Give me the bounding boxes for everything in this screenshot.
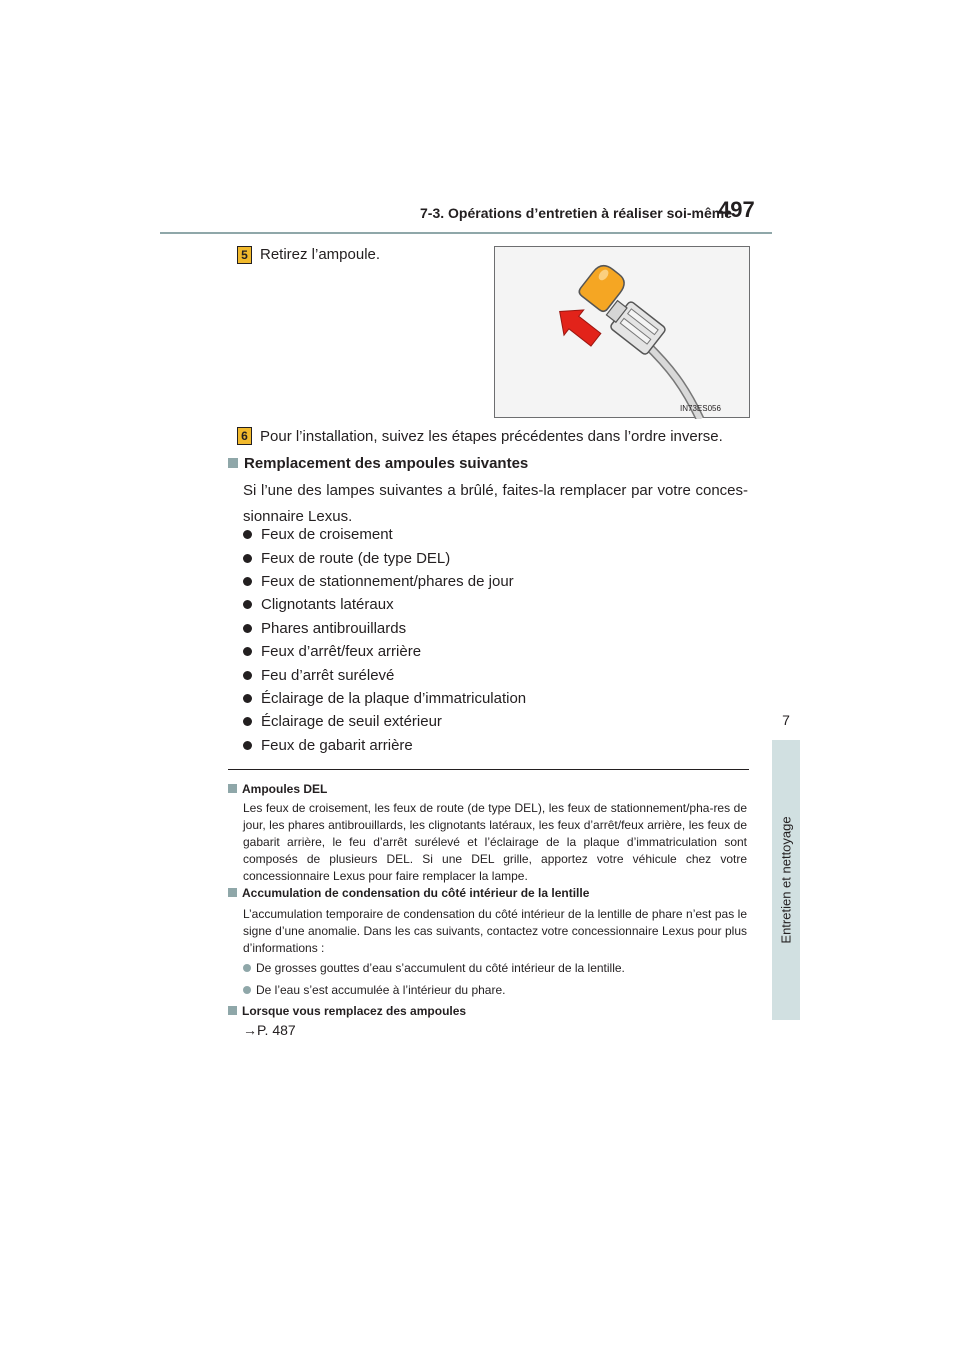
bullet-icon bbox=[243, 577, 252, 586]
list-item: Éclairage de la plaque d’immatriculation bbox=[243, 687, 526, 710]
note-condensation-body: L’accumulation temporaire de condensation du côté intérieur de la lentille de phare n’est pas le signe d’une anomalie. Dans les cas suivants, contactez votre concessionnaire Lexus pour plus d’informations : bbox=[243, 907, 747, 955]
section-marker-icon bbox=[228, 458, 238, 468]
chapter-number: 7 bbox=[782, 712, 790, 728]
step-6-text: Pour l’installation, suivez les étapes précédentes dans l’ordre inverse. bbox=[260, 428, 723, 445]
section-title bbox=[228, 455, 528, 472]
bullet-icon bbox=[243, 694, 252, 703]
list-item: Feux de stationnement/phares de jour bbox=[243, 570, 526, 593]
bullet-icon bbox=[243, 530, 252, 539]
note-marker-icon bbox=[228, 888, 237, 897]
note-marker-icon bbox=[228, 1006, 237, 1015]
list-item: Phares antibrouillards bbox=[243, 617, 526, 640]
section-body: Si l’une des lampes suivantes a brûlé, faites-la remplacer par votre conces-sionnaire Lexus. bbox=[243, 482, 748, 525]
bulb-list bbox=[243, 523, 526, 757]
note-led-body: Les feux de croisement, les feux de route (de type DEL), les feux de stationnement/pha-res de jour, les phares antibrouillards, les clignotants latéraux, les feux d’arrêt/feux arrière, les feux de gabarit arrière, le feu d’arrêt surélevé et l’éclairage de la plaque d’immatriculation sont composés de plusieurs DEL. Si une DEL grille, apportez votre véhicule chez votre concessionnaire Lexus pour faire remplacer la lampe. bbox=[243, 801, 747, 883]
note-bullet: De grosses gouttes d’eau s’accumulent du côté intérieur de la lentille. bbox=[243, 961, 625, 975]
figure-code: IN73ES056 bbox=[680, 404, 721, 413]
bullet-icon bbox=[243, 986, 251, 994]
bullet-icon bbox=[243, 624, 252, 633]
page-reference-link[interactable]: →P. 487 bbox=[243, 1022, 296, 1038]
list-item: Feux de croisement bbox=[243, 523, 526, 546]
note-marker-icon bbox=[228, 784, 237, 793]
bullet-icon bbox=[243, 741, 252, 750]
header-rule bbox=[160, 232, 772, 234]
bullet-icon bbox=[243, 647, 252, 656]
running-header-section: 7-3. Opérations d’entretien à réaliser soi-même bbox=[420, 205, 733, 221]
notes-rule bbox=[228, 769, 749, 770]
list-item: Éclairage de seuil extérieur bbox=[243, 710, 526, 733]
list-item: Feux d’arrêt/feux arrière bbox=[243, 640, 526, 663]
list-item: Feux de route (de type DEL) bbox=[243, 546, 526, 569]
note-replace-title: Lorsque vous remplacez des ampoules bbox=[228, 1004, 466, 1018]
step-5-badge: 5 bbox=[237, 246, 252, 264]
bulb-removal-illustration bbox=[494, 246, 750, 418]
list-item: Feux de gabarit arrière bbox=[243, 734, 526, 757]
bullet-icon bbox=[243, 964, 251, 972]
bullet-icon bbox=[243, 600, 252, 609]
list-item: Clignotants latéraux bbox=[243, 593, 526, 616]
chapter-label: Entretien et nettoyage bbox=[778, 816, 794, 944]
step-6-badge: 6 bbox=[237, 427, 252, 445]
note-led-title: Ampoules DEL bbox=[228, 782, 327, 796]
bullet-icon bbox=[243, 554, 252, 563]
note-condensation-title: Accumulation de condensation du côté intérieur de la lentille bbox=[228, 886, 589, 900]
list-item: Feu d’arrêt surélevé bbox=[243, 663, 526, 686]
bullet-icon bbox=[243, 671, 252, 680]
note-bullet: De l’eau s’est accumulée à l’intérieur du phare. bbox=[243, 983, 505, 997]
bullet-icon bbox=[243, 717, 252, 726]
section-title-text: Remplacement des ampoules suivantes bbox=[244, 455, 529, 472]
step-5-text: Retirez l’ampoule. bbox=[260, 246, 381, 263]
page-number: 497 bbox=[718, 197, 755, 222]
bulb-socket-drawing bbox=[495, 247, 751, 419]
